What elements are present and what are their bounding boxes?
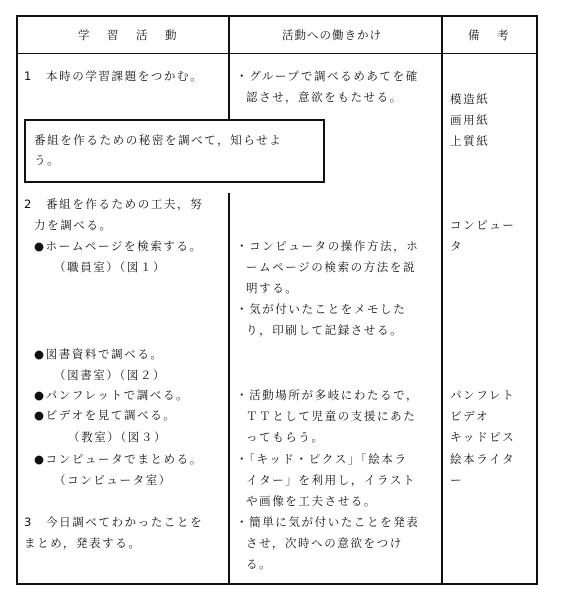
support-4-line-3: ってもらう。 [246,430,325,444]
column-divider-1-lower [228,193,230,585]
support-5-line-2: イター」を利用し，イラスト [246,473,416,487]
activity-bullet-computer-place: （コンピュータ室） [54,473,172,487]
table-right-border [536,15,538,585]
activity-bullet-video: ●ビデオを見て調べる。 [34,408,177,422]
header-support: 活動への働きかけ [282,28,382,42]
column-divider-2 [441,15,443,585]
support-2-line-2: ームページの検索の方法を説 [246,260,417,274]
note-ehon-writer-line-2: ー [450,473,464,487]
support-4-line-1: ・活動場所が多岐にわたるで， [236,388,420,402]
header-notes: 備 考 [468,28,512,42]
note-joushitsushi: 上質紙 [450,134,490,148]
support-6-line-2: させ，次時への意欲をつけ [246,536,403,550]
note-computer-line-2: タ [450,239,464,253]
lesson-goal-box [24,119,325,183]
support-2-line-3: 明する。 [246,281,299,295]
support-5-line-1: ・「キッド・ピクス」「絵本ラ [236,452,408,466]
activity-step-3-line-2: まとめ，発表する。 [24,536,142,550]
activity-bullet-homepage-place: （職員室）（図１） [54,260,167,274]
lesson-goal-line-1: 番組を作るための秘密を調べて，知らせよ [34,133,283,147]
column-divider-1-upper [228,15,230,119]
note-mozoushi: 模造紙 [450,92,490,106]
activity-bullet-computer: ●コンピュータでまとめる。 [34,452,203,466]
note-video: ビデオ [450,409,490,423]
activity-bullet-video-place: （教室）（図３） [68,430,168,444]
support-3-line-1: ・気が付いたことをメモした [236,302,407,316]
activity-step-3-line-1: 3 今日調べてわかったことを [24,515,204,529]
header-divider [16,53,538,54]
support-6-line-3: る。 [246,557,273,571]
support-1-line-2: 認させ，意欲をもたせる。 [246,90,403,104]
table-top-border [16,15,538,17]
table-bottom-border [16,583,538,585]
activity-bullet-library-place: （図書室）（図２） [54,368,167,382]
activity-step-2-line-2: 力を調べる。 [34,218,113,232]
lesson-goal-line-2: う。 [34,153,61,167]
note-gayoushi: 画用紙 [450,113,490,127]
header-activity: 学 習 活 動 [78,28,180,42]
support-4-line-2: ＴＴとして児童の支援にあた [246,409,417,423]
support-2-line-1: ・コンピュータの操作方法，ホ [236,239,420,253]
activity-step-2-line-1: 2 番組を作るための工夫，努 [24,197,204,211]
table-left-border [16,15,18,585]
activity-step-1: 1 本時の学習課題をつかむ。 [24,69,204,83]
activity-bullet-pamphlet: ●パンフレットで調べる。 [34,388,190,402]
note-kidpix: キッドピス [450,430,516,444]
activity-bullet-library: ●図書資料で調べる。 [34,347,164,361]
note-pamphlet: パンフレト [450,388,516,402]
support-5-line-3: や画像を工夫させる。 [246,494,377,508]
note-computer-line-1: コンピュー [450,218,516,232]
note-ehon-writer-line-1: 絵本ライタ [450,452,516,466]
support-1-line-1: ・グループで調べるめあてを確 [236,69,419,83]
support-3-line-2: り，印刷して記録させる。 [246,323,404,337]
activity-bullet-homepage: ●ホームページを検索する。 [34,239,203,253]
support-6-line-1: ・簡単に気が付いたことを発表 [236,515,420,529]
